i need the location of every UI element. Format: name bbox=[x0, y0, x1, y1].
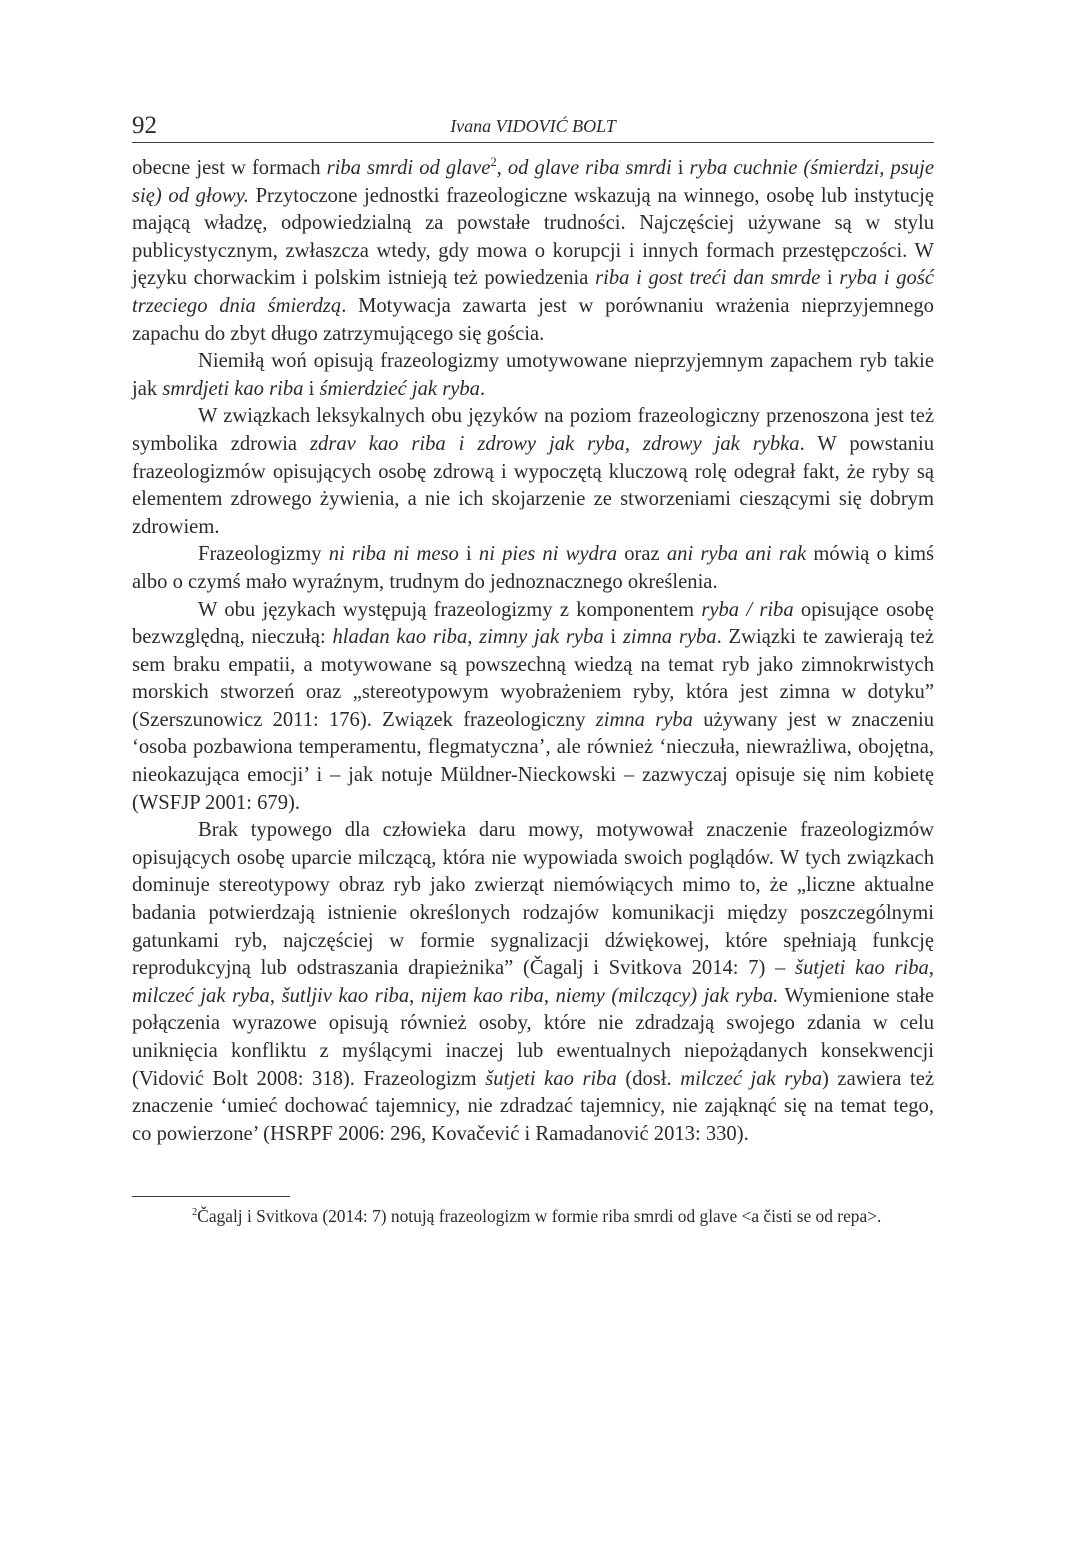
text-run: i bbox=[820, 267, 840, 290]
text-run: , bbox=[409, 984, 421, 1007]
italic-phrase: ryba / riba bbox=[701, 598, 794, 621]
text-run: i bbox=[671, 157, 690, 179]
text-run: ) zawiera też znaczenie ‘umieć dochować tajemnicy, nie zdradzać tajemnicy, nie zająknąć się na temat tego, co powierzone’ (HSRPF 2006: 296, Kovačević i Ramadanović 2013: 330). bbox=[132, 1067, 935, 1145]
text-run: . W powstaniu frazeologizmów opisujących osobę zdrową i wypoczętą kluczową rolę odegrał fakt, że ryby są elementem zdrowego żywienia, a nie ich skojarzenie ze stworzeniami cieszącymi się dobrym zdrowiem. bbox=[132, 432, 934, 538]
text-run: , bbox=[467, 626, 480, 649]
text-run: Wymienione stałe połączenia wyrazowe opisują również osoby, które nie zdradzają swojego zdania w celu uniknięcia konfliktu z myślącymi inaczej lub ewentualnych niepożądanych konsekwencji (Vidović Bolt 2008: 318). Frazeologizm bbox=[132, 984, 935, 1090]
page bbox=[132, 110, 934, 1229]
italic-phrase: šutljiv kao riba bbox=[281, 984, 410, 1007]
text-run: Przytoczone jednostki frazeologiczne wskazują na winnego, osobę lub instytucję mającą władzę, odpowiedzialną za powstałe trudności. Najczęściej używane są w stylu publicystycznym, zwłaszcza wtedy, gdy mowa o korupcji i innych formach przestępczości. W języku chorwackim i polskim istnieją też powiedzenia bbox=[132, 184, 934, 290]
text-run: opisujące osobę bezwzględną, nieczułą: bbox=[132, 598, 934, 649]
italic-phrase: ni pies ni wydra bbox=[478, 543, 618, 566]
text-run: mówią o kimś albo o czymś mało wyraźnym, trudnym do jednoznacznego określenia. bbox=[132, 543, 935, 593]
italic-phrase: milczeć jak ryba bbox=[132, 984, 270, 1007]
italic-phrase: hladan kao riba bbox=[332, 626, 468, 649]
text-run: Niemiłą woń opisują frazeologizmy umotywowane nieprzyjemnym zapachem ryb takie jak bbox=[132, 350, 934, 400]
text-run: , bbox=[269, 984, 282, 1007]
italic-phrase: zdrav kao riba i zdrowy jak ryba, zdrowy jak rybka bbox=[310, 432, 800, 455]
italic-phrase: ani ryba ani rak bbox=[666, 543, 807, 566]
italic-phrase: šutjeti kao riba bbox=[485, 1067, 617, 1090]
text-run: i bbox=[603, 626, 623, 649]
text-run: i bbox=[303, 377, 320, 400]
page-number: 92 bbox=[132, 112, 157, 139]
text-run: . bbox=[479, 377, 486, 400]
footnote-text: Čagalj i Svitkova (2014: 7) notują frazeologizm w formie riba smrdi od glave <a čisti se od repa>. bbox=[197, 1206, 882, 1227]
italic-phrase: milczeć jak ryba bbox=[680, 1067, 823, 1090]
text-run: . Motywacja zawarta jest w porównaniu wrażenia nieprzyjemnego zapachu do zbyt długo zatrzymującego się gościa. bbox=[132, 294, 934, 345]
italic-phrase: – šutjeti kao riba bbox=[775, 957, 929, 980]
text-run: W związkach leksykalnych obu języków na poziom frazeologiczny przenoszona jest też symbolika zdrowia bbox=[132, 405, 934, 455]
text-run: W obu językach występują frazeologizmy z komponentem bbox=[198, 598, 702, 621]
text-run: . Związki te zawierają też sem braku empatii, a motywowane są powszechną wiedzą na temat ryb jako zimnokrwistych morskich stworzeń oraz „stereotypowym wyobrażeniem ryby, która jest zimna w dotyku” (Szerszunowicz 2011: 176). Związek frazeologiczny bbox=[132, 626, 934, 731]
text-run: i bbox=[458, 543, 479, 566]
italic-phrase: niemy (milczący) jak ryba. bbox=[555, 984, 779, 1007]
text-run: używany jest w znaczeniu ‘osoba pozbawiona temperamentu, flegmatyczna’, ale również ‘nieczuła, niewrażliwa, obojętna, nieokazująca emocji’ i – jak notuje Müldner-Nieckowski – zazwyczaj opisuje się nim kobietę (WSFJP 2001: 679). bbox=[132, 708, 934, 814]
italic-phrase: zimna ryba bbox=[595, 708, 693, 731]
text-run: obecne jest w formach bbox=[132, 157, 327, 179]
paragraph bbox=[132, 403, 934, 541]
text-run: , bbox=[543, 984, 556, 1007]
paragraph bbox=[132, 348, 934, 403]
footnote-reference: 2 bbox=[490, 155, 497, 170]
italic-phrase: riba smrdi od glave bbox=[326, 157, 491, 179]
paragraph bbox=[132, 155, 934, 348]
running-head: Ivana VIDOVIĆ BOLT bbox=[450, 116, 616, 136]
text-run: Brak typowego dla człowieka daru mowy, motywował znaczenie frazeologizmów opisujących osobę uparcie milczącą, która nie wypowiada swoich poglądów. W tych związkach dominuje stereotypowy obraz ryb jako zwierząt niemówiących mimo to, że „liczne aktualne badania potwierdzają istnienie określonych rodzajów komunikacji między poszczególnymi gatunkami ryb, najczęściej w formie sygnalizacji dźwiękowej, które spełniają funkcję reprodukcyjną lub odstraszania drapieżnika” (Čagalj i Svitkova 2014: 7) bbox=[132, 819, 934, 980]
footnote-marker: 2 bbox=[192, 1207, 198, 1219]
italic-phrase: ni riba ni meso bbox=[328, 543, 459, 566]
italic-phrase: zimna ryba bbox=[622, 626, 717, 649]
paragraph bbox=[132, 817, 934, 1148]
page-header bbox=[132, 110, 934, 143]
paragraph bbox=[132, 541, 934, 596]
body-text bbox=[132, 155, 934, 1148]
italic-phrase: nijem kao riba bbox=[420, 984, 544, 1007]
footnote bbox=[132, 1203, 934, 1229]
footnote-divider bbox=[132, 1196, 290, 1197]
italic-phrase: śmierdzieć jak ryba bbox=[319, 377, 480, 400]
italic-phrase: ryba i gość trzeciego dnia śmierdzą bbox=[132, 267, 935, 317]
italic-phrase: smrdjeti kao riba bbox=[162, 377, 304, 400]
italic-phrase: , od glave riba smrdi bbox=[496, 157, 672, 179]
text-run: (dosł. bbox=[616, 1067, 681, 1090]
italic-phrase: zimny jak ryba bbox=[479, 626, 604, 649]
italic-phrase: ryba cuchnie (śmierdzi, psuje się) od głowy. bbox=[132, 157, 934, 207]
text-run: oraz bbox=[617, 543, 667, 566]
paragraph bbox=[132, 597, 934, 818]
italic-phrase: riba i gost treći dan smrde bbox=[595, 267, 821, 290]
text-run: , bbox=[928, 957, 934, 980]
text-run: Frazeologizmy bbox=[198, 543, 329, 566]
